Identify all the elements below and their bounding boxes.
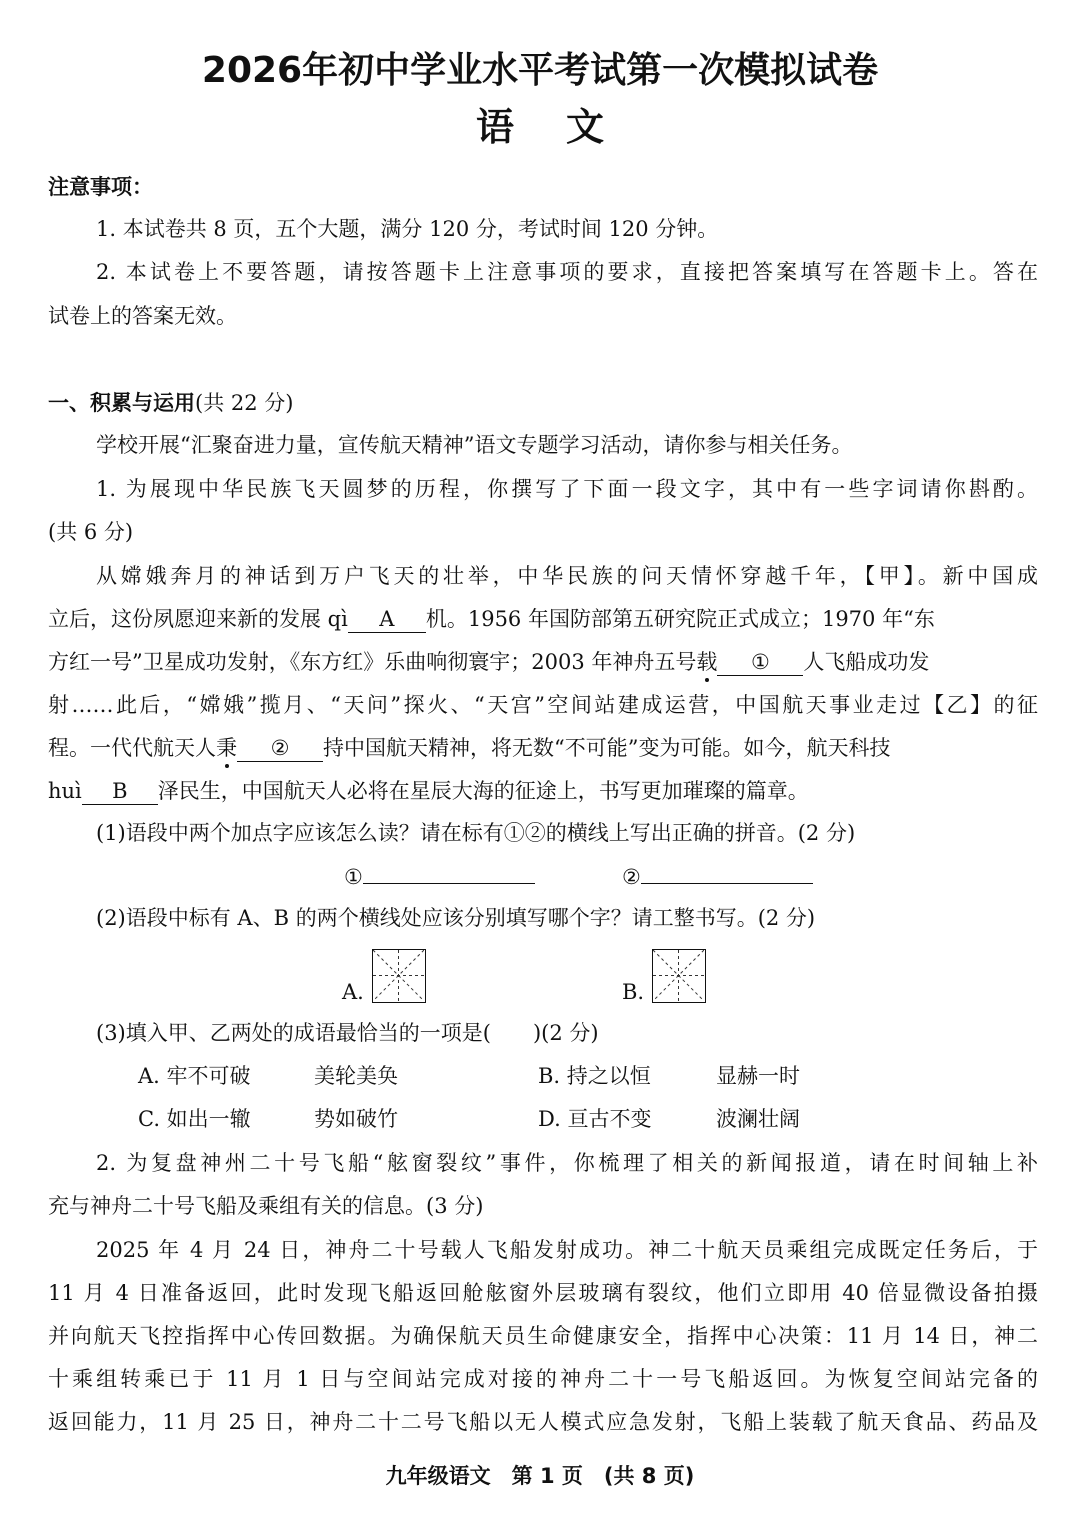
blank-1: ① [717,649,803,676]
news-line-2: 11 月 4 日准备返回，此时发现飞船返回舱舷窗外层玻璃有裂纹，他们立即用 40 倍显微设备拍摄 [48,1281,1038,1305]
grid-a-label: A. [342,980,364,1004]
answer-1-blank[interactable] [363,883,535,884]
subquestion-1: (1)语段中两个加点字应该怎么读？请在标有①②的横线上写出正确的拼音。(2 分) [96,821,856,845]
question2-line-a: 2. 为复盘神州二十号飞船“舷窗裂纹”事件，你梳理了相关的新闻报道，请在时间轴上补 [96,1151,1038,1175]
notice-item-2a: 2. 本试卷上不要答题，请按答题卡上注意事项的要求，直接把答案填写在答题卡上。答在 [96,260,1038,284]
option-a-1[interactable]: A. 牢不可破 [138,1064,251,1088]
passage-line-2 [48,604,1038,634]
passage-line-3 [48,647,1038,677]
answer-2-blank[interactable] [641,883,813,884]
option-a-2: 美轮美奂 [314,1064,398,1088]
section1-score: (共 22 分) [195,391,294,415]
news-line-3: 并向航天飞控指挥中心传回数据。为确保航天员生命健康安全，指挥中心决策：11 月 14 日，神二 [48,1324,1038,1348]
notice-heading: 注意事项： [48,175,153,199]
passage-text: 泽民生，中国航天人必将在星辰大海的征途上，书写更加璀璨的篇章。 [157,779,809,803]
subquestion-2: (2)语段中标有 A、B 的两个横线处应该分别填写哪个字？请工整书写。(2 分) [96,906,816,930]
option-d-1[interactable]: D. 亘古不变 [538,1107,652,1131]
answer-2-line [622,862,813,892]
passage-line-1: 从嫦娥奔月的神话到万户飞天的壮举，中华民族的问天情怀穿越千年，【甲】。新中国成 [96,564,1038,588]
passage-text: 方红一号”卫星成功发射，《东方红》乐曲响彻寰宇；2003 年神舟五号 [48,650,697,674]
news-line-1: 2025 年 4 月 24 日，神舟二十号载人飞船发射成功。神二十航天员乘组完成既定任务后，于 [96,1238,1038,1262]
notice-item-2b: 试卷上的答案无效。 [48,304,237,328]
option-c-2: 势如破竹 [314,1107,398,1131]
question2-line-b: 充与神舟二十号飞船及乘组有关的信息。(3 分) [48,1194,484,1218]
section1-heading: 一、积累与运用 [48,391,195,415]
exam-title: 2026年初中学业水平考试第一次模拟试卷 [201,50,879,91]
answer-2-label: ② [622,865,641,889]
option-c-1[interactable]: C. 如出一辙 [138,1107,251,1131]
writing-grid-b[interactable] [652,949,706,1003]
blank-a: A [348,606,426,633]
option-b-1[interactable]: B. 持之以恒 [538,1064,651,1088]
writing-grid-a[interactable] [372,949,426,1003]
option-b-2: 显赫一时 [716,1064,800,1088]
tian-grid-icon [373,950,424,1001]
option-d-2: 波澜壮阔 [716,1107,800,1131]
passage-text: 程。一代代航天人 [48,736,216,760]
section1-heading-line [48,388,1038,418]
answer-1-line [344,862,535,892]
section1-intro: 学校开展“汇聚奋进力量，宣传航天精神”语文专题学习活动，请你参与相关任务。 [96,433,853,457]
notice-item-1: 1. 本试卷共 8 页，五个大题，满分 120 分，考试时间 120 分钟。 [96,217,719,241]
passage-text: 机。1956 年国防部第五研究院正式成立；1970 年“东 [425,607,935,631]
blank-2: ② [237,735,323,762]
passage-line-6 [48,776,1038,806]
dotted-char-bing: 秉 [216,733,237,763]
news-line-4: 十乘组转乘已于 11 月 1 日与空间站完成对接的神舟二十一号飞船返回。为恢复空间站完备的 [48,1367,1038,1391]
passage-line-5 [48,733,1038,763]
page-footer: 九年级语文 第 1 页 (共 8 页) [385,1464,695,1488]
answer-1-label: ① [344,865,363,889]
subquestion-3: (3)填入甲、乙两处的成语最恰当的一项是( )(2 分) [96,1021,599,1045]
blank-b: B [82,778,158,805]
question1-line-b: (共 6 分) [48,520,134,544]
dotted-char-zai: 载 [696,647,717,677]
subject-title: 语文 [475,105,656,149]
passage-text: 人飞船成功发 [803,650,930,674]
passage-line-4: 射……此后，“嫦娥”揽月、“天问”探火、“天宫”空间站建成运营，中国航天事业走过【乙】的征 [48,693,1038,717]
news-line-5: 返回能力，11 月 25 日，神舟二十二号飞船以无人模式应急发射，飞船上装载了航天食品、药品及 [48,1410,1038,1434]
question1-line-a: 1. 为展现中华民族飞天圆梦的历程，你撰写了下面一段文字，其中有一些字词请你斟酌。 [96,477,1038,501]
tian-grid-icon [653,950,704,1001]
grid-b-label: B. [622,980,645,1004]
passage-text: huì [48,779,82,803]
passage-text: 持中国航天精神，将无数“不可能”变为可能。如今，航天科技 [323,736,891,760]
passage-text: 立后，这份夙愿迎来新的发展 qì [48,607,348,631]
